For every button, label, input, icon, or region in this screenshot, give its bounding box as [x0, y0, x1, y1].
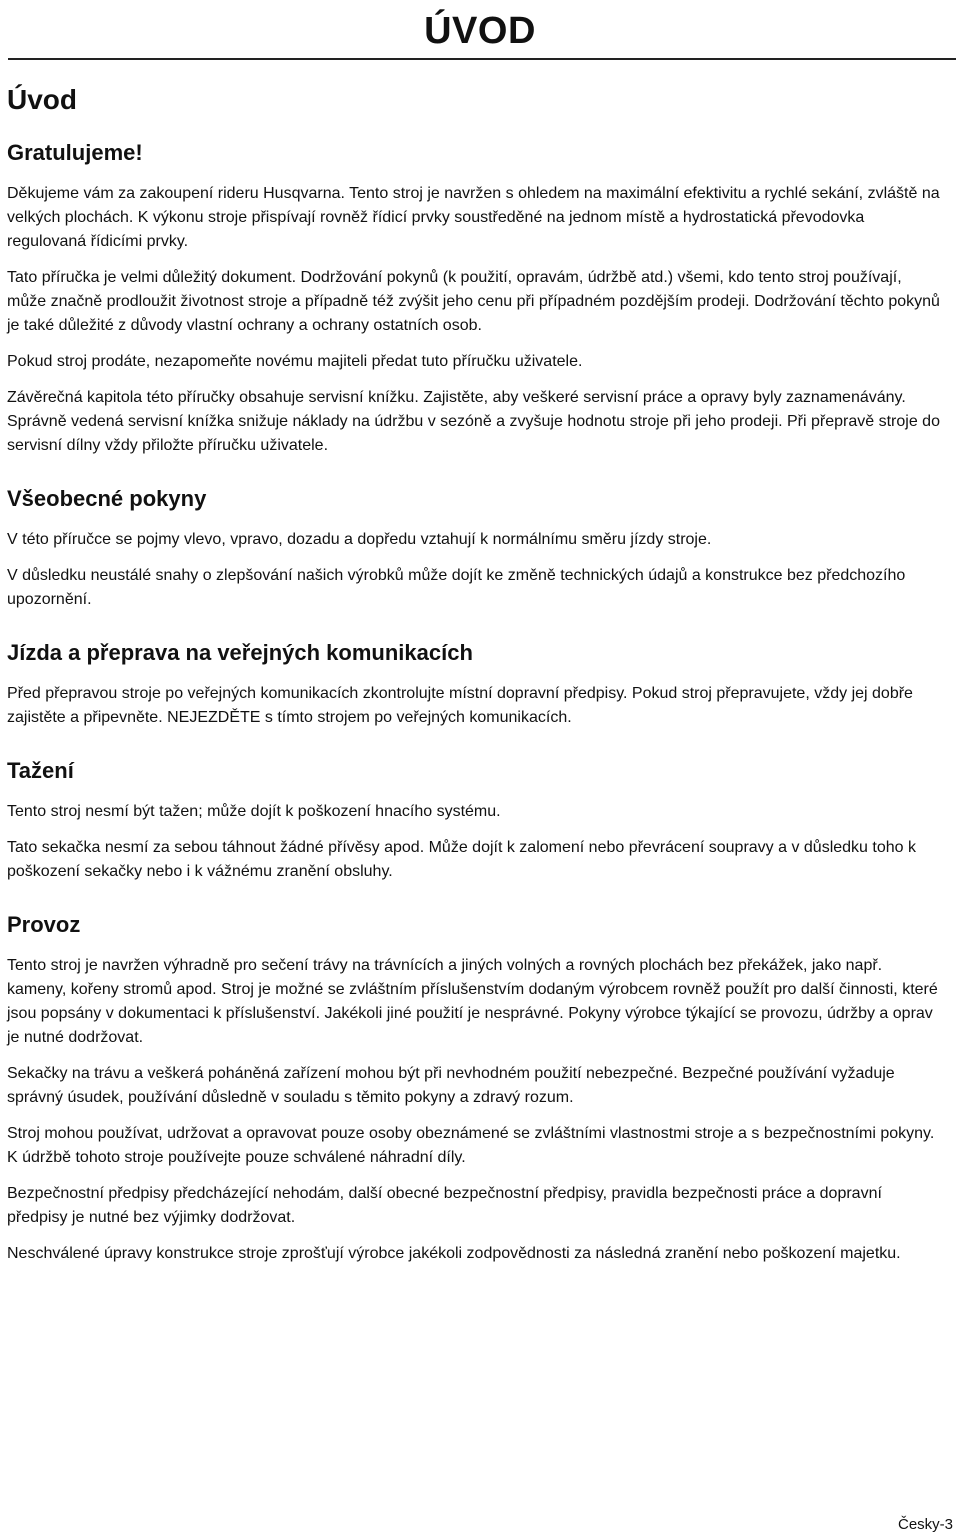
paragraph: Tato příručka je velmi důležitý dokument. Dodržování pokynů (k použití, opravám, údržbě atd.) všemi, kdo tento stroj používají, může značně prodloužit životnost stroje a případně též zvýšit jeho cenu při případném pozdějším prodeji. Dodržování těchto pokynů je také důležité z důvody vlastní ochrany a ochrany ostatních osob. [7, 269, 940, 334]
paragraph: Pokud stroj prodáte, nezapomeňte novému majiteli předat tuto příručku uživatele. [7, 353, 583, 370]
section-tazeni [7, 758, 942, 884]
paragraph: V důsledku neustálé snahy o zlepšování našich výrobků může dojít ke změně technických údajů a konstrukce bez předchozího upozornění. [7, 567, 906, 608]
paragraph: Tento stroj je navržen výhradně pro sečení trávy na trávnících a jiných volných a rovných plochách bez překážek, jako např. kameny, kořeny stromů apod. Stroj je možné se zvláštním příslušenstvím dodaným výrobcem rovněž použít pro další činnosti, které jsou popsány v dokumentaci k příslušenství. Jakékoli jiné použití je nesprávné. Pokyny výrobce týkající se provozu, údržby a oprav je nutné dodržovat. [7, 957, 938, 1046]
paragraph: Bezpečnostní předpisy předcházející nehodám, další obecné bezpečnostní předpisy, pravidla bezpečnosti práce a dopravní předpisy je nutné bez výjimky dodržovat. [7, 1185, 882, 1226]
section-jizda-a-preprava [7, 640, 942, 730]
paragraph: Děkujeme vám za zakoupení rideru Husqvarna. Tento stroj je navržen s ohledem na maximální efektivitu a rychlé sekání, zvláště na velkých plochách. K výkonu stroje přispívají rovněž řídicí prvky soustředěné na jednom místě a hydrostatická převodovka regulovaná řídicími prvky. [7, 185, 940, 250]
section-vseobecne-pokyny [7, 486, 942, 612]
paragraph: Před přepravou stroje po veřejných komunikacích zkontrolujte místní dopravní předpisy. Pokud stroj přepravujete, vždy jej dobře zajistěte a připevněte. NEJEZDĚTE s tímto strojem po veřejných komunikacích. [7, 685, 913, 726]
paragraph: Sekačky na trávu a veškerá poháněná zařízení mohou být při nevhodném použití nebezpečné. Bezpečné používání vyžaduje správný úsudek, používání důsledně v souladu s těmito pokyny a zdravý rozum. [7, 1065, 895, 1106]
header-rule [8, 58, 956, 60]
paragraph: Neschválené úpravy konstrukce stroje zprošťují výrobce jakékoli zodpovědnosti za následná zranění nebo poškození majetku. [7, 1245, 901, 1262]
section-heading: Gratulujeme! [7, 140, 143, 165]
section-heading: Všeobecné pokyny [7, 486, 207, 511]
page-header-title: ÚVOD [424, 10, 536, 52]
section-heading: Tažení [7, 758, 74, 783]
section-heading: Jízda a přeprava na veřejných komunikacích [7, 640, 473, 665]
page-number: Česky-3 [897, 1516, 953, 1533]
paragraph: Tato sekačka nesmí za sebou táhnout žádné přívěsy apod. Může dojít k zalomení nebo převrácení soupravy a v důsledku toho k poškození sekačky nebo i k vážnému zranění obsluhy. [7, 839, 916, 880]
section-gratulujeme [7, 140, 942, 458]
section-provoz [7, 912, 942, 1266]
section-heading: Provoz [7, 912, 81, 937]
paragraph: V této příručce se pojmy vlevo, vpravo, dozadu a dopředu vztahují k normálnímu směru jízdy stroje. [7, 531, 712, 548]
page-heading: Úvod [7, 84, 77, 115]
paragraph: Závěrečná kapitola této příručky obsahuje servisní knížku. Zajistěte, aby veškeré servisní práce a opravy byly zaznamenávány. Správně vedená servisní knížka snižuje náklady na údržbu v sezóně a zvyšuje hodnotu stroje při jeho prodeji. Při přepravě stroje do servisní dílny vždy přiložte příručku uživatele. [7, 389, 940, 454]
main-content [7, 80, 942, 1278]
paragraph: Tento stroj nesmí být tažen; může dojít k poškození hnacího systému. [7, 803, 501, 820]
paragraph: Stroj mohou používat, udržovat a opravovat pouze osoby obeznámené se zvláštními vlastnostmi stroje a s bezpečnostními pokyny. K údržbě tohoto stroje používejte pouze schválené náhradní díly. [7, 1125, 935, 1166]
